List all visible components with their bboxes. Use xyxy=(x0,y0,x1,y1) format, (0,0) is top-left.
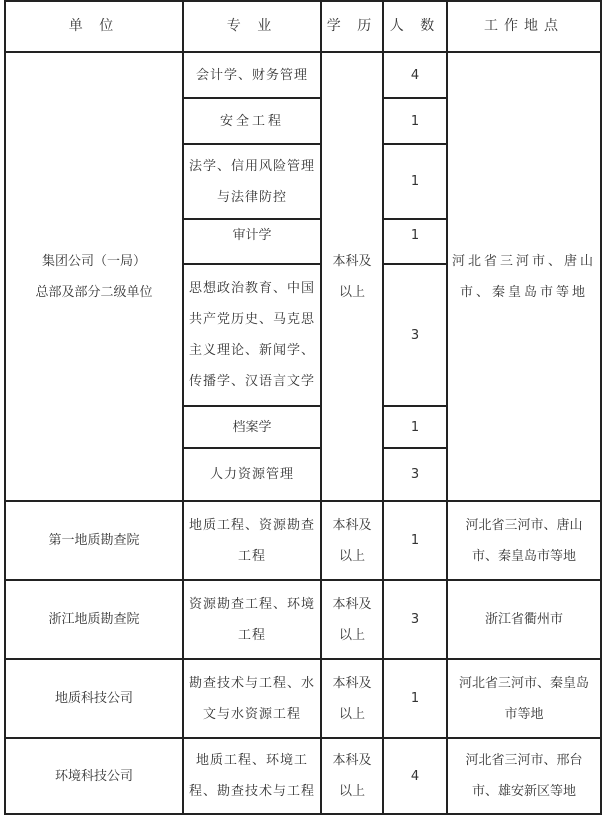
major-cell: 地质工程、资源勘查 工程 xyxy=(183,501,321,580)
major-cell: 审计学 xyxy=(183,219,321,264)
degree-cell: 本科及 以上 xyxy=(321,501,383,580)
header-count: 人 数 xyxy=(383,1,447,52)
location-cell: 河北省三河市、唐山 市、秦皇岛市等地 xyxy=(447,52,601,501)
count-cell: 4 xyxy=(383,52,447,98)
header-major: 专 业 xyxy=(183,1,321,52)
header-row xyxy=(5,1,601,52)
count-cell: 1 xyxy=(383,219,447,264)
count-cell: 1 xyxy=(383,406,447,448)
header-location: 工作地点 xyxy=(447,1,601,52)
count-cell: 1 xyxy=(383,98,447,144)
count-cell: 3 xyxy=(383,264,447,406)
table-row xyxy=(5,738,601,814)
location-cell: 河北省三河市、秦皇岛 市等地 xyxy=(447,659,601,738)
table-row xyxy=(5,501,601,580)
count-cell: 3 xyxy=(383,580,447,659)
major-cell: 人力资源管理 xyxy=(183,448,321,501)
count-cell: 3 xyxy=(383,448,447,501)
degree-cell: 本科及 以上 xyxy=(321,52,383,501)
header-degree: 学 历 xyxy=(321,1,383,52)
unit-cell: 第一地质勘查院 xyxy=(5,501,183,580)
major-cell: 法学、信用风险管理 与法律防控 xyxy=(183,144,321,219)
header-unit: 单 位 xyxy=(5,1,183,52)
recruitment-table xyxy=(4,0,602,815)
count-cell: 1 xyxy=(383,501,447,580)
location-cell: 河北省三河市、唐山 市、秦皇岛市等地 xyxy=(447,501,601,580)
count-cell: 1 xyxy=(383,659,447,738)
major-cell: 勘查技术与工程、水 文与水资源工程 xyxy=(183,659,321,738)
major-cell: 资源勘查工程、环境 工程 xyxy=(183,580,321,659)
degree-cell: 本科及 以上 xyxy=(321,738,383,814)
unit-cell: 地质科技公司 xyxy=(5,659,183,738)
degree-cell: 本科及 以上 xyxy=(321,659,383,738)
major-cell: 会计学、财务管理 xyxy=(183,52,321,98)
table-row xyxy=(5,580,601,659)
major-cell: 档案学 xyxy=(183,406,321,448)
table-row xyxy=(5,52,601,98)
degree-cell: 本科及 以上 xyxy=(321,580,383,659)
count-cell: 1 xyxy=(383,144,447,219)
unit-cell: 环境科技公司 xyxy=(5,738,183,814)
table-row xyxy=(5,659,601,738)
location-cell: 浙江省衢州市 xyxy=(447,580,601,659)
unit-cell: 集团公司（一局） 总部及部分二级单位 xyxy=(5,52,183,501)
major-cell: 地质工程、环境工 程、勘查技术与工程 xyxy=(183,738,321,814)
unit-cell: 浙江地质勘查院 xyxy=(5,580,183,659)
count-cell: 4 xyxy=(383,738,447,814)
location-cell: 河北省三河市、邢台 市、雄安新区等地 xyxy=(447,738,601,814)
major-cell: 思想政治教育、中国 共产党历史、马克思 主义理论、新闻学、 传播学、汉语言文学 xyxy=(183,264,321,406)
major-cell: 安全工程 xyxy=(183,98,321,144)
